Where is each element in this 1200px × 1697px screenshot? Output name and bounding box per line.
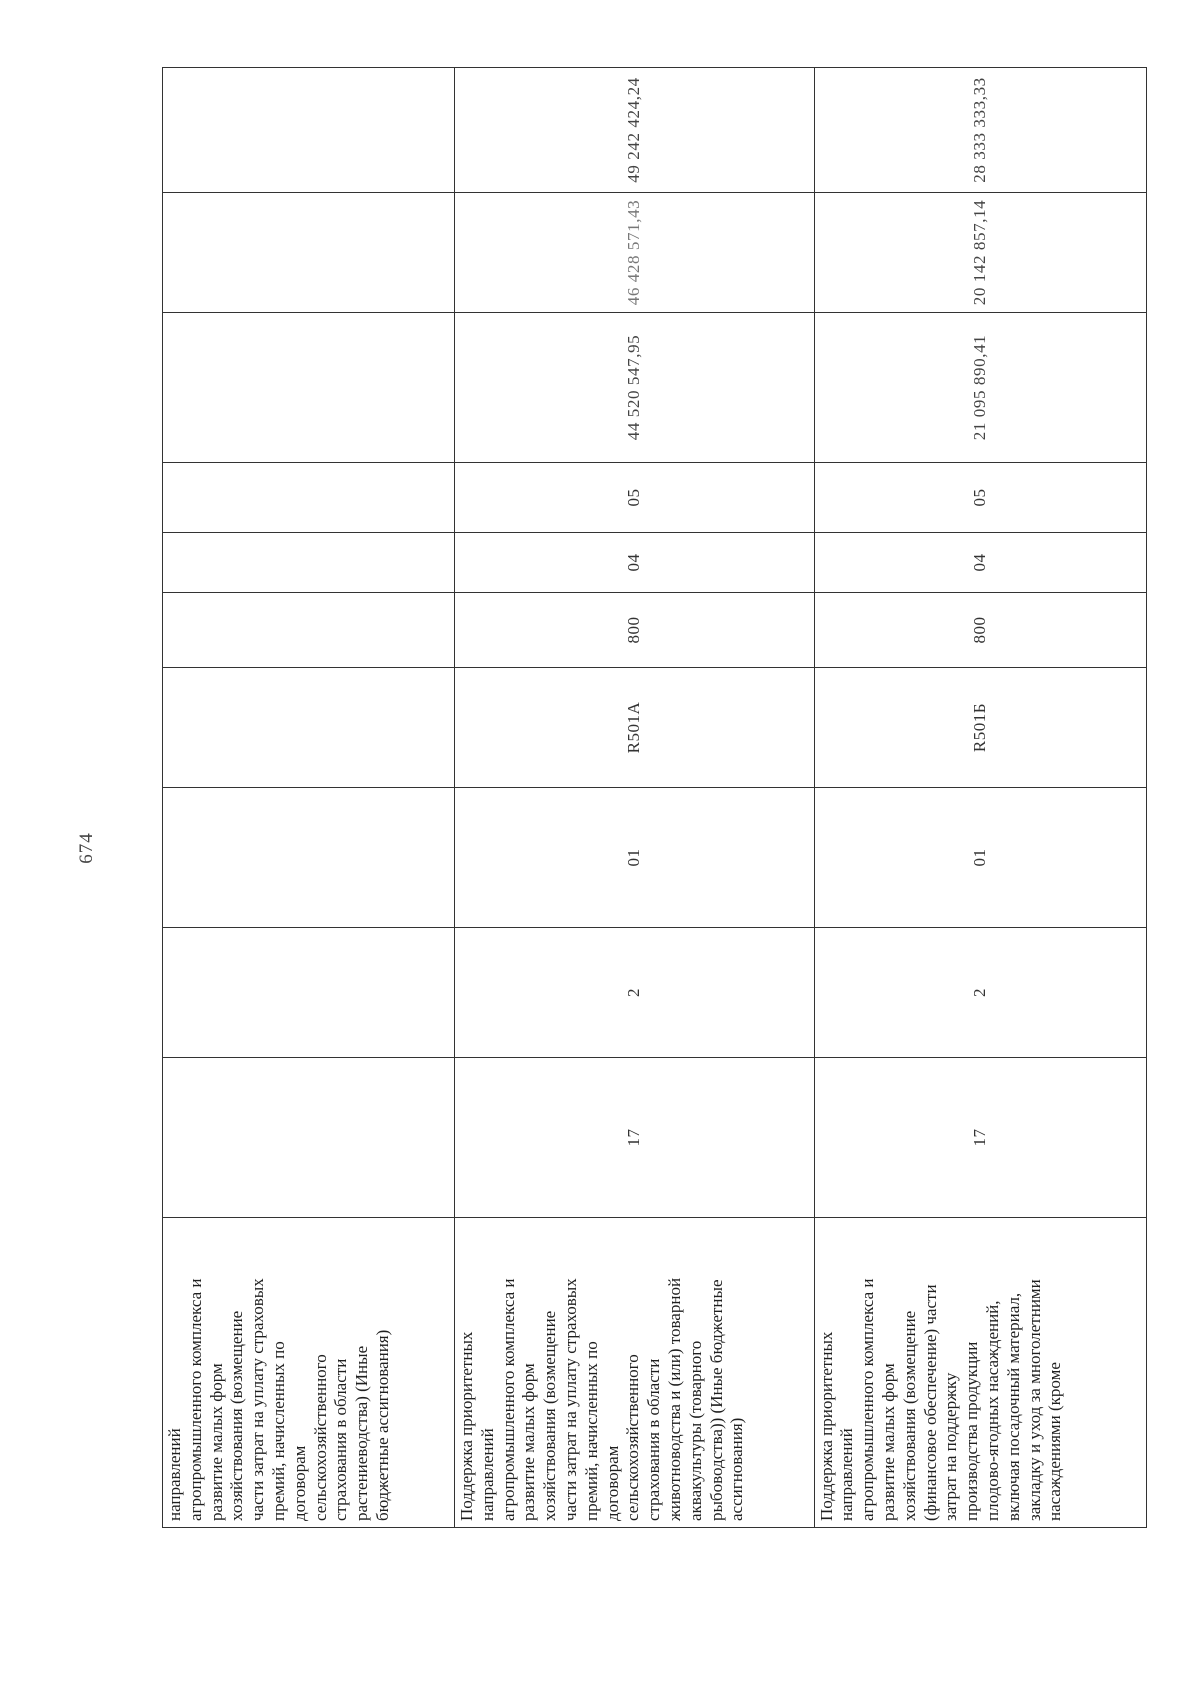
direction-code: R501А [455,668,815,788]
amount-year-1: 21 095 890,41 [814,313,1146,463]
amount-year-3: 28 333 333,33 [814,68,1146,193]
expense-description: направлений агропромышленного комплекса и развитие малых форм хозяйствования (возмещение части затрат на уплату страховых премий, начисленных по договорам сельскохозяйственного страхования в области растениеводства) (Иные бюджетные ассигнования) [163,1218,455,1528]
direction-code [163,668,455,788]
amount-year-1 [163,313,455,463]
subsection-code [163,463,455,533]
subprogram-code [163,928,455,1058]
direction-code: R501Б [814,668,1146,788]
program-code [163,1058,455,1218]
expense-type-code: 800 [455,593,815,668]
main-event-code: 01 [814,788,1146,928]
budget-table [162,67,1147,1528]
amount-year-3: 49 242 424,24 [455,68,815,193]
program-code: 17 [814,1058,1146,1218]
amount-year-3 [163,68,455,193]
rotated-page-content [40,48,1160,1648]
section-code [163,533,455,593]
expense-type-code [163,593,455,668]
subsection-code: 05 [814,463,1146,533]
expense-type-code: 800 [814,593,1146,668]
subprogram-code: 2 [814,928,1146,1058]
table-row [814,68,1146,1528]
page-number: 674 [76,832,97,864]
subsection-code: 05 [455,463,815,533]
main-event-code: 01 [455,788,815,928]
section-code: 04 [814,533,1146,593]
amount-year-2: 46 428 571,43 [455,193,815,313]
program-code: 17 [455,1058,815,1218]
table-row [455,68,815,1528]
section-code: 04 [455,533,815,593]
expense-description: Поддержка приоритетных направлений агропромышленного комплекса и развитие малых форм хозяйствования (возмещение (финансовое обеспечение) части затрат на поддержку производства продукции плодово-ягодных насаждений, включая посадочный материал, закладку и уход за многолетними насаждениями (кроме [814,1218,1146,1528]
main-event-code [163,788,455,928]
table-row [163,68,455,1528]
amount-year-2: 20 142 857,14 [814,193,1146,313]
expense-description: Поддержка приоритетных направлений агропромышленного комплекса и развитие малых форм хозяйствования (возмещение части затрат на уплату страховых премий, начисленных по договорам сельскохозяйственного страхования в области животноводства и (или) товарной аквакультуры (товарного рыбоводства)) (Иные бюджетные ассигнования) [455,1218,815,1528]
amount-year-1: 44 520 547,95 [455,313,815,463]
subprogram-code: 2 [455,928,815,1058]
amount-year-2 [163,193,455,313]
